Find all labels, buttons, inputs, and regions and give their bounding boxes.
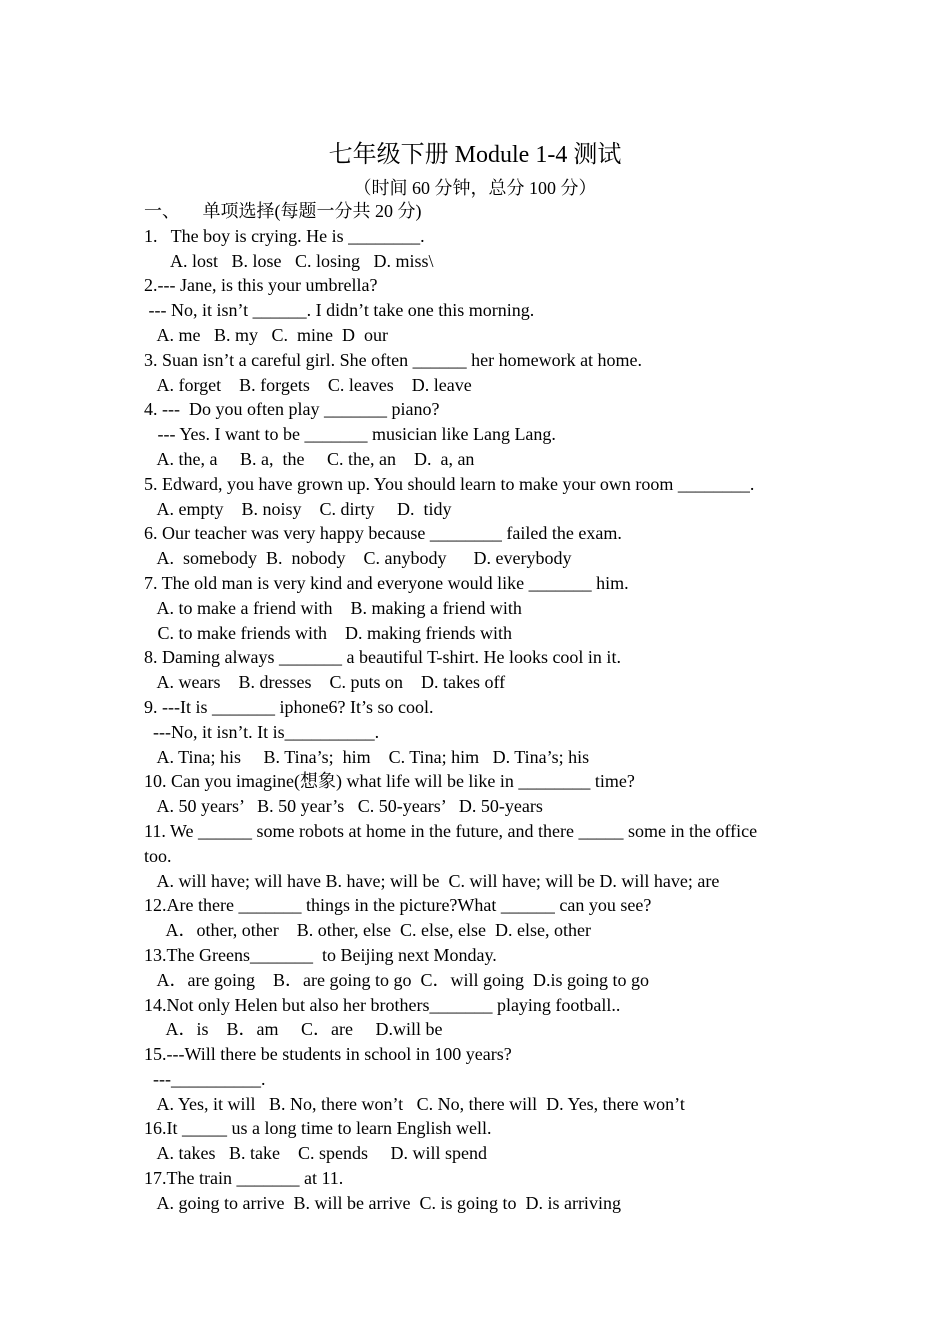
text-line: C. to make friends with D. making friends with (144, 622, 512, 643)
text-line: 17.The train _______ at 11. (144, 1168, 344, 1189)
text-line: 15.---Will there be students in school in 100 years? (144, 1044, 512, 1065)
text-line: too. (144, 845, 172, 866)
text-line: 11. We ______ some robots at home in the future, and there _____ some in the office (144, 820, 758, 841)
text-line: A. will have; will have B. have; will be C. will have; will be D. will have; are (144, 870, 720, 891)
text-line: 1. The boy is crying. He is ________. (144, 225, 425, 246)
text-line: --- Yes. I want to be _______ musician like Lang Lang. (144, 424, 556, 445)
text-line: 8. Daming always _______ a beautiful T-shirt. He looks cool in it. (144, 647, 621, 668)
text-line: ---__________. (144, 1068, 266, 1089)
page-subtitle: （时间 60 分钟，总分 100 分） (353, 178, 597, 198)
text-line: A. Tina; his B. Tina’s; him C. Tina; him D. Tina’s; his (144, 746, 590, 767)
text-line: 2.--- Jane, is this your umbrella? (144, 275, 378, 296)
text-line: 16.It _____ us a long time to learn English well. (144, 1118, 492, 1139)
text-line: A. 50 years’ B. 50 year’s C. 50-years’ D. 50-years (144, 796, 543, 817)
question-list (144, 199, 824, 1216)
text-line: ---No, it isn’t. It is__________. (144, 721, 380, 742)
text-line: A. somebody B. nobody C. anybody D. everybody (144, 548, 572, 569)
text-line: 9. ---It is _______ iphone6? It’s so cool. (144, 696, 434, 717)
text-line: A. wears B. dresses C. puts on D. takes off (144, 672, 506, 693)
text-line: 4. --- Do you often play _______ piano? (144, 399, 440, 420)
text-line: 5. Edward, you have grown up. You should learn to make your own room ________. (144, 473, 755, 494)
text-line: 6. Our teacher was very happy because ________ failed the exam. (144, 523, 622, 544)
text-line: A. to make a friend with B. making a friend with (144, 597, 522, 618)
text-line: A. me B. my C. mine D our (144, 324, 388, 345)
text-line: A. lost B. lose C. losing D. miss\ (144, 250, 434, 271)
text-line: A. Yes, it will B. No, there won’t C. No, there will D. Yes, there won’t (144, 1093, 685, 1114)
text-line: A．is B．am C．are D.will be (144, 1019, 443, 1040)
text-line: A. the, a B. a, the C. the, an D. a, an (144, 448, 475, 469)
text-line: A．are going B．are going to go C．will going D.is going to go (144, 969, 649, 990)
text-line: 10. Can you imagine(想象) what life will be like in ________ time? (144, 771, 635, 792)
text-line: 7. The old man is very kind and everyone would like _______ him. (144, 572, 629, 593)
text-line: 3. Suan isn’t a careful girl. She often ______ her homework at home. (144, 349, 643, 370)
text-line: 一、 单项选择(每题一分共 20 分) (144, 201, 422, 221)
text-line: 13.The Greens_______ to Beijing next Monday. (144, 944, 497, 965)
text-line: A. takes B. take C. spends D. will spend (144, 1143, 487, 1164)
text-line: A. empty B. noisy C. dirty D. tidy (144, 498, 452, 519)
text-line: --- No, it isn’t ______. I didn’t take one this morning. (144, 300, 535, 321)
text-line: A. going to arrive B. will be arrive C. is going to D. is arriving (144, 1192, 621, 1213)
text-line: 12.Are there _______ things in the picture?What ______ can you see? (144, 895, 652, 916)
text-line: A. forget B. forgets C. leaves D. leave (144, 374, 472, 395)
text-line: 14.Not only Helen but also her brothers_______ playing football.. (144, 994, 621, 1015)
page-title: 七年级下册 Module 1-4 测试 (328, 142, 622, 168)
text-line: A．other, other B. other, else C. else, else D. else, other (144, 920, 591, 941)
